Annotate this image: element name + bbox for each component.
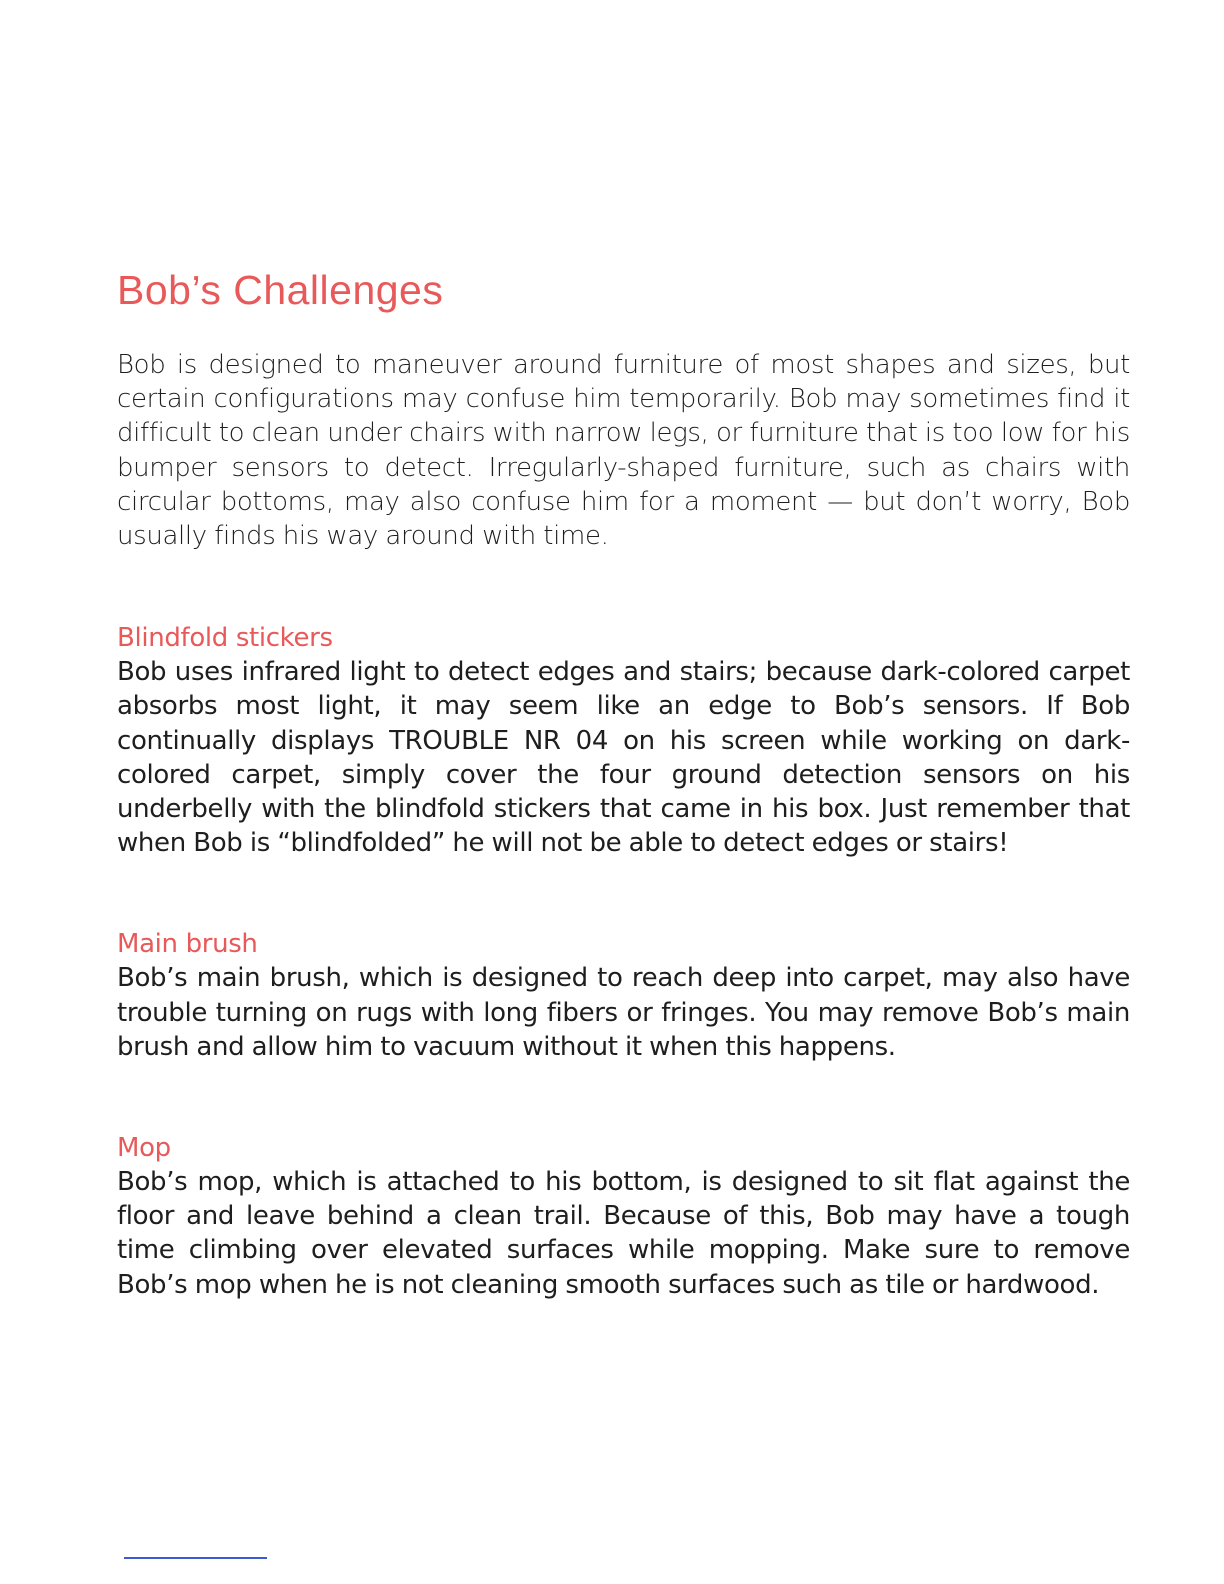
section-heading: Mop [117,1133,171,1164]
section-body: Bob’s main brush, which is designed to reach deep into carpet, may also have trouble turning on rugs with long fibers or fringes. You may remove Bob’s main brush and allow him to vacuum without it when this happens. [117,963,1130,1062]
section-heading: Main brush [117,929,258,960]
footer-divider [124,1557,267,1559]
section-mop [117,1131,1130,1302]
intro-paragraph: Bob is designed to maneuver around furniture of most shapes and sizes, but certain configurations may confuse him temporarily. Bob may sometimes find it difficult to clean under chairs with narrow legs, or furniture that is too low for his bumper sensors to detect. Irregularly-shaped furniture, such as chairs with circular bottoms, may also confuse him for a moment — but don’t worry, Bob usually finds his way around with time. [117,350,1130,552]
section-body: Bob uses infrared light to detect edges and stairs; because dark-colored carpet absorbs most light, it may seem like an edge to Bob’s sensors. If Bob continually displays TROUBLE NR 04 on his screen while working on dark-colored carpet, simply cover the four ground detection sensors on his underbelly with the blindfold stickers that came in his box. Just remember that when Bob is “blindfolded” he will not be able to detect edges or stairs! [117,657,1130,859]
document-page [117,262,1130,1302]
section-blindfold-stickers [117,621,1130,860]
section-heading: Blindfold stickers [117,623,333,654]
section-main-brush [117,927,1130,1064]
section-body: Bob’s mop, which is attached to his bottom, is designed to sit flat against the floor and leave behind a clean trail. Because of this, Bob may have a tough time climbing over elevated surfaces while mopping. Make sure to remove Bob’s mop when he is not cleaning smooth surfaces such as tile or hardwood. [117,1167,1130,1300]
page-title: Bob’s Challenges [117,267,444,313]
